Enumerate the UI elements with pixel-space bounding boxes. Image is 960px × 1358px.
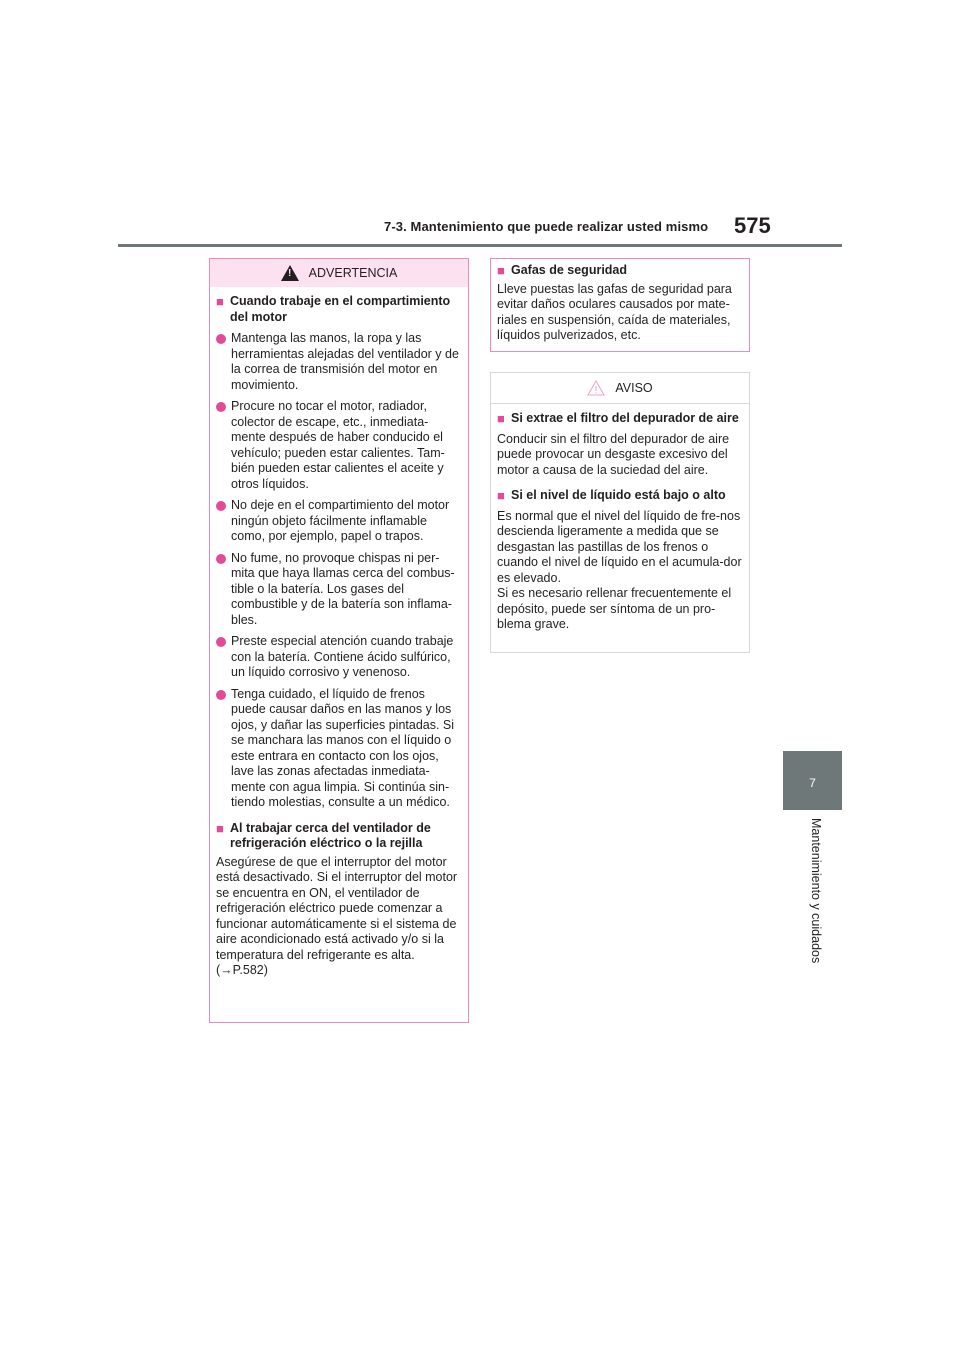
warning-paragraph: Lleve puestas las gafas de seguridad para evitar daños oculares causados por mate-riales en suspensión, caída de materiales, líquidos pulverizados, etc. xyxy=(497,281,732,342)
square-bullet-icon: ■ xyxy=(497,263,505,278)
dot-bullet-icon xyxy=(216,554,226,564)
chapter-number: 7 xyxy=(809,776,816,790)
dot-bullet-icon xyxy=(216,402,226,412)
notice-title: AVISO xyxy=(615,381,653,395)
header-rule xyxy=(118,244,842,247)
dot-bullet-icon xyxy=(216,501,226,511)
warning-box xyxy=(209,258,469,1023)
warning-continued-box xyxy=(490,258,750,352)
notice-paragraph: Conducir sin el filtro del depurador de aire puede provocar un desgaste excesivo del motor a causa de la suciedad del aire. xyxy=(497,431,730,477)
dot-bullet-icon xyxy=(216,637,226,647)
notice-header xyxy=(491,373,749,404)
chapter-tab xyxy=(783,751,842,810)
notice-section-heading: ■ Si el nivel de líquido está bajo o alto xyxy=(497,488,726,503)
caution-outline-icon xyxy=(587,380,605,396)
warning-title: ADVERTENCIA xyxy=(308,266,398,280)
warning-section-heading: ■ Cuando trabaje en el compartimiento del motor xyxy=(216,294,451,324)
warning-bullet: No fume, no provoque chispas ni per-mita que haya llamas cerca del combus-tible o la batería. Los gases del combustible y de la batería son inflama-bles. xyxy=(216,551,462,629)
notice-box xyxy=(490,372,750,653)
warning-bullet: Procure no tocar el motor, radiador, colector de escape, etc., inmediata-mente después de haber conducido el vehículo; pueden estar calientes. Tam-bién pueden estar calientes el aceite y otros líquidos. xyxy=(216,399,462,492)
warning-bullet: No deje en el compartimiento del motor ningún objeto fácilmente inflamable como, por ejemplo, papel o trapos. xyxy=(216,498,462,545)
warning-section-heading: ■ Gafas de seguridad xyxy=(497,263,628,278)
square-bullet-icon: ■ xyxy=(497,411,505,426)
page-number: 575 xyxy=(734,213,771,238)
warning-section-heading: ■ Al trabajar cerca del ventilador de refrigeración eléctrico o la rejilla xyxy=(216,820,431,850)
dot-bullet-icon xyxy=(216,334,226,344)
dot-bullet-icon xyxy=(216,690,226,700)
warning-bullet: Preste especial atención cuando trabaje con la batería. Contiene ácido sulfúrico, un líquido corrosivo y venenoso. xyxy=(216,634,462,681)
warning-header xyxy=(210,259,468,287)
warning-bullet: Mantenga las manos, la ropa y las herramientas alejadas del ventilador y de la correa de transmisión del motor en movimiento. xyxy=(216,331,462,393)
warning-icon: ! xyxy=(281,265,299,281)
page-reference: (→P.582) xyxy=(216,963,268,977)
square-bullet-icon: ■ xyxy=(497,488,505,503)
square-bullet-icon: ■ xyxy=(216,820,224,836)
chapter-label: Mantenimiento y cuidados xyxy=(809,818,823,964)
notice-section-heading: ■ Si extrae el filtro del depurador de aire xyxy=(497,411,739,426)
warning-paragraph: Asegúrese de que el interruptor del motor está desactivado. Si el interruptor del motor se encuentra en ON, el ventilador de refrigeración eléctrico puede comenzar a funcionar automáticamente si el sistema de aire acondicionado está activado y/o si la temperatura del refrigerante es alta. (→P.582) xyxy=(216,854,458,977)
warning-bullet: Tenga cuidado, el líquido de frenos puede causar daños en las manos y los ojos, y dañar las superficies pintadas. Si se manchara las manos con el líquido o este entrara en contacto con los ojos, lave las zonas afectadas inmediata-mente con agua limpia. Si continúa sin-tiendo molestias, consulte a un médico. xyxy=(216,687,462,811)
notice-paragraph: Es normal que el nivel del líquido de fre-nos descienda ligeramente a medida que se desgastan las pastillas de los frenos o cuando el nivel de líquido en el acumula-dor es elevado. Si es necesario rellenar frecuentemente el depósito, puede ser síntoma de un pro-blema grave. xyxy=(497,508,742,631)
square-bullet-icon: ■ xyxy=(216,294,224,309)
page-header-title: 7-3. Mantenimiento que puede realizar usted mismo xyxy=(384,219,709,234)
